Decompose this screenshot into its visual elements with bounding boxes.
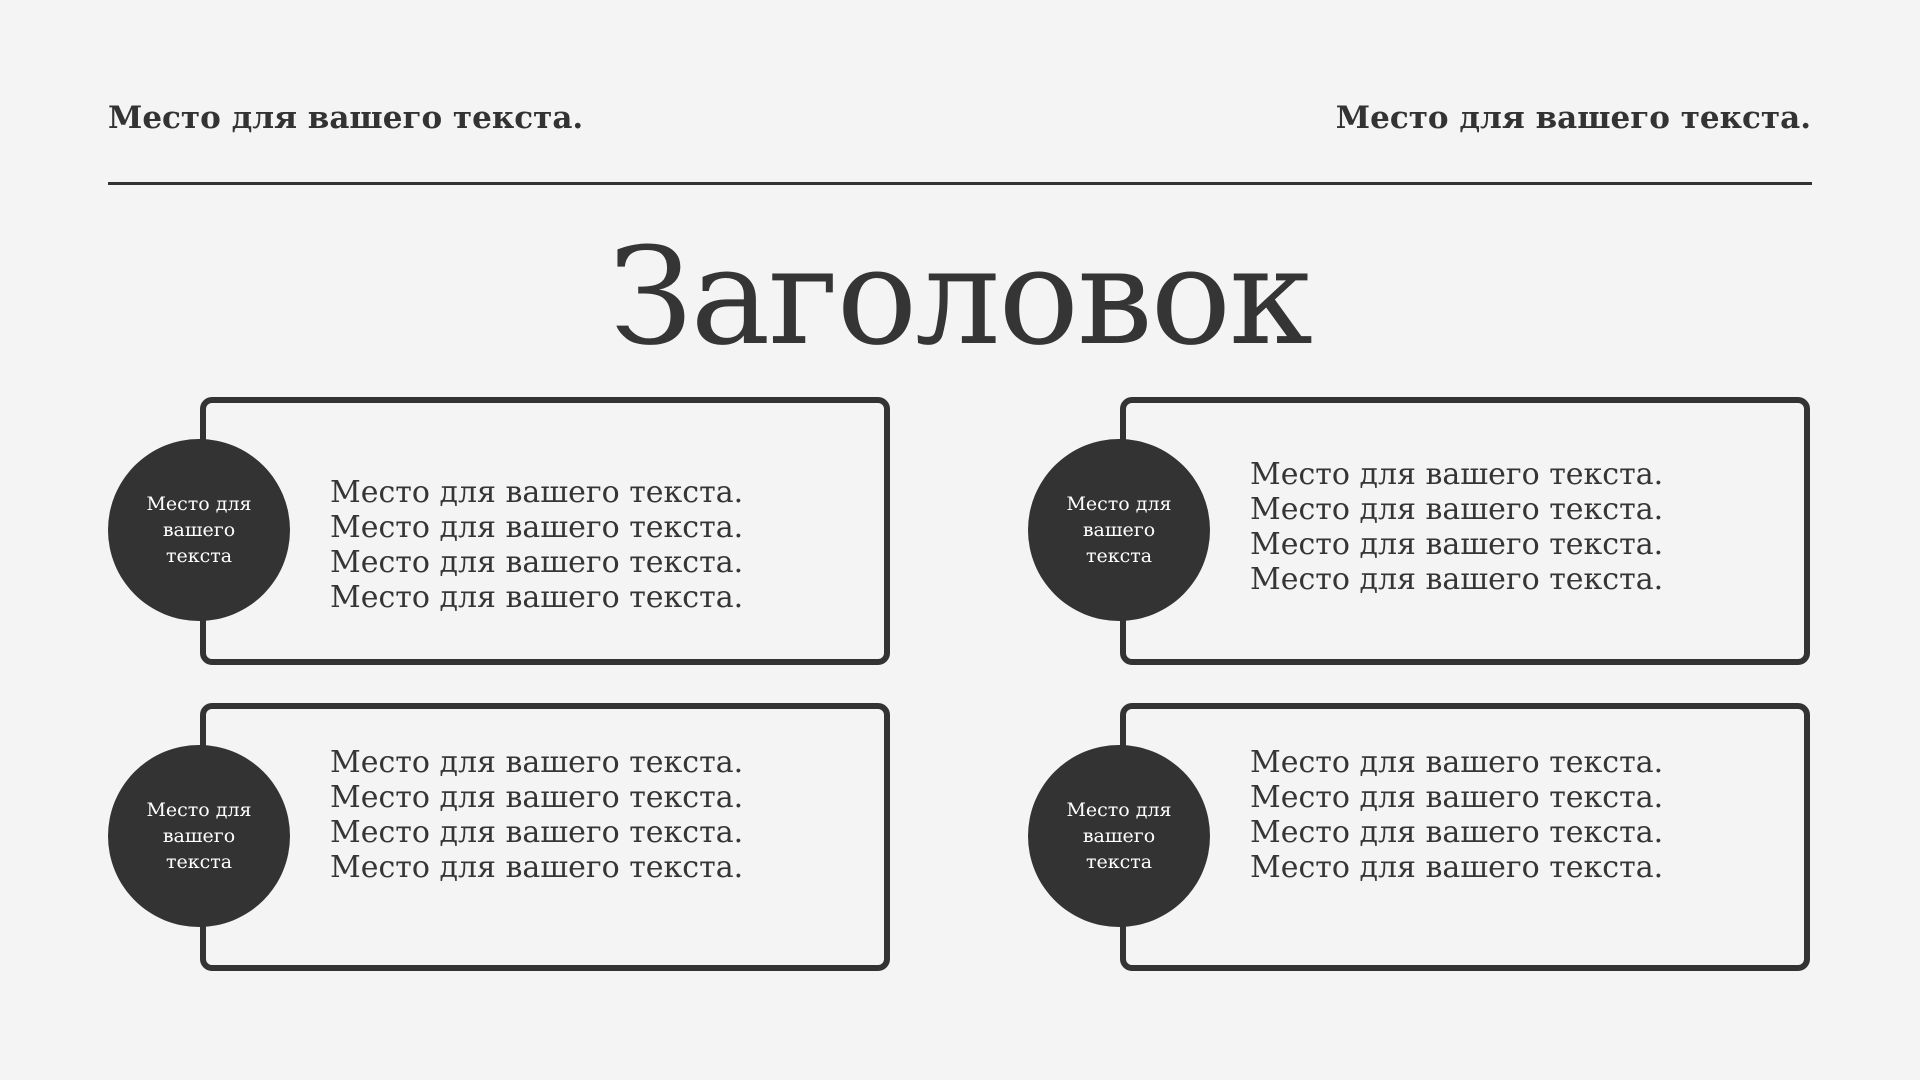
header-divider <box>108 182 1812 185</box>
page-title: Заголовок <box>609 219 1311 375</box>
info-card <box>108 397 798 665</box>
card-badge-circle <box>1028 439 1210 621</box>
card-badge-label: Место для вашего текста <box>1066 493 1172 567</box>
card-badge-circle <box>108 745 290 927</box>
card-body-text: Место для вашего текста. Место для вашего текста. Место для вашего текста. Место для вашего текста. <box>330 745 744 885</box>
info-card <box>1028 397 1718 665</box>
card-body-text: Место для вашего текста. Место для вашего текста. Место для вашего текста. Место для вашего текста. <box>1250 457 1664 597</box>
card-badge-label: Место для вашего текста <box>146 799 252 873</box>
card-badge-label: Место для вашего текста <box>1066 799 1172 873</box>
card-body-text: Место для вашего текста. Место для вашего текста. Место для вашего текста. Место для вашего текста. <box>330 475 744 615</box>
info-card <box>1028 703 1718 971</box>
card-badge-label: Место для вашего текста <box>146 493 252 567</box>
card-badge-circle <box>1028 745 1210 927</box>
card-body-text: Место для вашего текста. Место для вашего текста. Место для вашего текста. Место для вашего текста. <box>1250 745 1664 885</box>
header-left-text: Место для вашего текста. <box>108 100 584 136</box>
card-badge-circle <box>108 439 290 621</box>
info-card <box>108 703 798 971</box>
header-right-text: Место для вашего текста. <box>1335 100 1811 136</box>
